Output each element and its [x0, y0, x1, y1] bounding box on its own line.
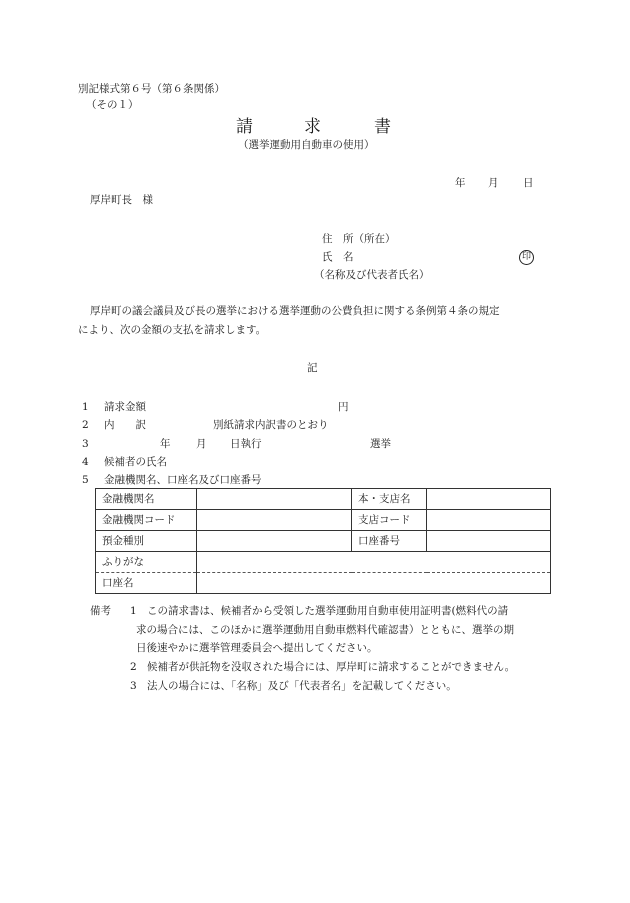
bank-row-1 — [96, 489, 551, 510]
note-3-number: 3 — [130, 680, 137, 692]
bank-row-5 — [96, 573, 551, 594]
bank-name-label: 金融機関名 — [96, 489, 197, 510]
item-4-label: 候補者の氏名 — [104, 456, 167, 468]
furigana-label: ふりがな — [96, 552, 197, 573]
note-1-line-1: この請求書は、候補者から受領した選挙運動用自動車使用証明書(燃料代の請 — [147, 605, 509, 617]
item-3-day: 日執行 — [230, 438, 262, 450]
name-label: 氏 名 — [322, 251, 354, 263]
title-char-2: 求 — [304, 117, 321, 137]
item-2-number: 2 — [82, 419, 89, 431]
item-5-number: 5 — [82, 474, 89, 486]
note-2-text: 候補者が供託物を没収された場合には、厚岸町に請求することができません。 — [147, 661, 516, 673]
account-number-field[interactable] — [427, 531, 551, 552]
item-3-election: 選挙 — [370, 438, 391, 450]
item-1-label: 請求金額 — [104, 401, 146, 413]
item-4-number: 4 — [82, 456, 89, 468]
note-1-number: 1 — [130, 605, 137, 617]
note-2-number: 2 — [130, 661, 137, 673]
item-1-number: 1 — [82, 401, 89, 413]
bank-account-table — [95, 488, 551, 594]
date-month: 月 — [488, 177, 499, 189]
bank-row-4 — [96, 552, 551, 573]
bank-code-field[interactable] — [197, 510, 352, 531]
bank-name-field[interactable] — [197, 489, 352, 510]
name-note: （名称及び代表者氏名） — [314, 269, 430, 281]
ki-heading: 記 — [307, 362, 318, 374]
subtitle: （選挙運動用自動車の使用） — [238, 139, 375, 151]
bank-row-3 — [96, 531, 551, 552]
seal-mark: 印 — [519, 250, 534, 265]
date-year: 年 — [455, 177, 466, 189]
account-name-field[interactable] — [197, 573, 551, 594]
deposit-type-field[interactable] — [197, 531, 352, 552]
item-1-yen: 円 — [338, 401, 349, 413]
account-number-label: 口座番号 — [352, 531, 427, 552]
item-5-label: 金融機関名、口座名及び口座番号 — [104, 474, 262, 486]
account-name-label: 口座名 — [96, 573, 197, 594]
date-day: 日 — [523, 177, 534, 189]
body-line-1: 厚岸町の議会議員及び長の選挙における選挙運動の公費負担に関する条例第４条の規定 — [90, 305, 500, 317]
title-char-1: 請 — [236, 117, 253, 137]
branch-field[interactable] — [427, 489, 551, 510]
form-number: 別記様式第６号（第６条関係） — [78, 83, 225, 95]
note-1-line-2: 求の場合には、このほかに選挙運動用自動車燃料代確認書）とともに、選挙の期 — [136, 624, 514, 636]
item-3-year: 年 — [160, 438, 171, 450]
branch-code-label: 支店コード — [352, 510, 427, 531]
bank-code-label: 金融機関コード — [96, 510, 197, 531]
branch-code-field[interactable] — [427, 510, 551, 531]
item-2-label: 内 訳 — [104, 419, 146, 431]
item-3-month: 月 — [196, 438, 207, 450]
note-1-line-3: 日後速やかに選挙管理委員会へ提出してください。 — [136, 642, 378, 654]
body-line-2: により、次の金額の支払を請求します。 — [78, 324, 267, 336]
title-char-3: 書 — [374, 117, 391, 137]
furigana-field[interactable] — [197, 552, 551, 573]
item-3-number: 3 — [82, 438, 89, 450]
item-2-value: 別紙請求内訳書のとおり — [213, 419, 329, 431]
address-label: 住 所（所在） — [322, 233, 396, 245]
bank-row-2 — [96, 510, 551, 531]
branch-label: 本・支店名 — [352, 489, 427, 510]
addressee: 厚岸町長 様 — [90, 194, 153, 206]
notes-heading: 備考 — [90, 605, 111, 617]
note-3-text: 法人の場合には、「名称」及び「代表者名」を記載してください。 — [147, 680, 457, 692]
deposit-type-label: 預金種別 — [96, 531, 197, 552]
form-sub-number: （その１） — [86, 99, 139, 111]
